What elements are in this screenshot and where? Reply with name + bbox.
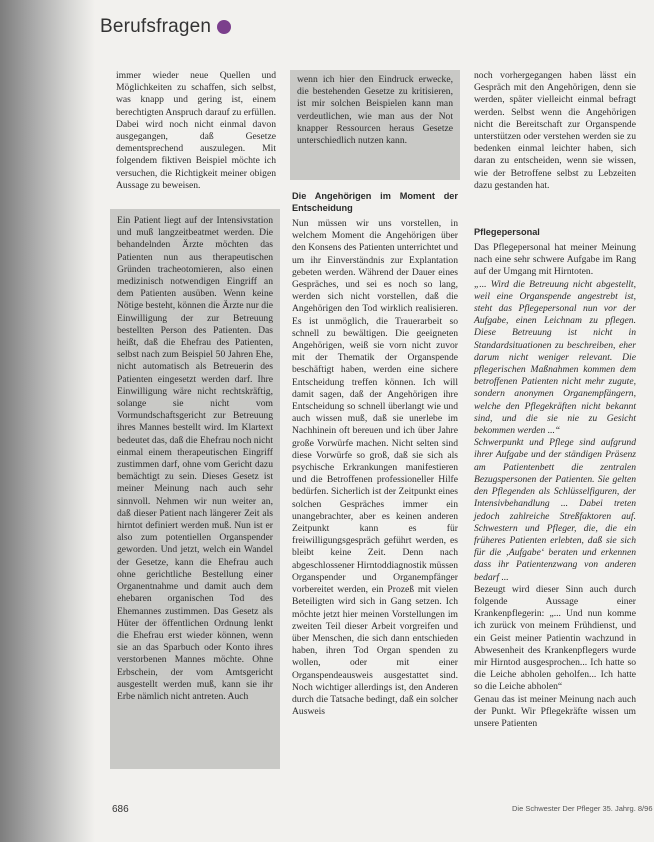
column-3-paragraph-3: Schwerpunkt und Pflege sind aufgrund ihrer Aufgabe und der ständigen Präsenz am Patientenbett die zentralen Bezugspersonen der Patienten. Sie gelten den Pflegenden als Schlüsselfiguren, der Intensivbehandlung ... Dabei treten jedoch zahlreiche Streßfaktoren auf. Schwestern und Pfleger, die, die ein früheres Patienten erlebten, daß sie sich für die ‚Aufgabe‘ beraten und erkennen dass ihr Patientenzwang von anderen bedarf ... xyxy=(474,437,636,583)
example-paragraph: Ein Patient liegt auf der Intensivstation und muß langzeitbeatmet werden. Die behandelnden Ärzte möchten das Patienten nun aus therapeutischen Gründen tracheotomieren, also einen medizinisch notwendigen Eingriff an dem Patienten ausüben. Wenn keine Nötige besteht, können die Ärzte nur die Einwilligung der zur Betreuung bestellten Person des Patienten. Das heißt, daß die Ehefrau des Patienten, selbst nach zum Beispiel 50 Jahren Ehe, nicht automatisch als Betreuerin des Patienten eingesetzt werden darf. Ihre Einwilligung wäre nicht rechtskräftig, solange sie nicht vom Vormundschaftsgericht zur Betreuung ihres Mannes bestellt wird. Im Klartext bedeutet das, daß die Ehefrau noch nicht einmal einem therapeutischen Eingriff zustimmen darf, ohne vom Gericht dazu bemächtigt zu sein. Dieses Gesetz ist meiner Meinung nach auch sehr sinnvoll. Nehmen wir nun weiter an, daß dieser Patient nach längerer Zeit als hirntot definiert werden muß. Nun ist er also zum potentiellen Organspender geworden. Und jetzt, welch ein Wandel der Gesetze, kann die Ehefrau auch ohne gerichtliche Bestellung einer Organentnahme und damit auch dem ehebaren organischen Tod des Ehemannes zustimmen. Das Gesetz als Hüter der öffentlichen Ordnung lenkt die Ehefrau erst wieder können, wenn sie an das Sparbuch oder Konto ihres verstorbenen Mannes möchte. Ohne Erbschein, der vom Amtsgericht ausgestellt werden muß, kann sie ihr Erbe nämlich nicht antreten. Auch xyxy=(117,215,273,702)
section-title: Berufsfragen xyxy=(100,16,212,37)
column-3-paragraph-4: Bezeugt wird dieser Sinn auch durch folgende Aussage einer Krankenpflegerin: „... Und nun komme ich zurück von meinem Frühdienst, und ein Geist meiner Patientin wachzund in Abwesenheit des Krankenpflegers wurde mir Hirntod ausgesprochen... Ich hatte so die Leiche abholen geholfen... Ich hatte so die Leiche abholen“ xyxy=(474,583,636,693)
journal-source: Die Schwester Der Pfleger 35. Jahrg. 8/96 xyxy=(512,804,653,813)
example-box xyxy=(110,209,280,769)
column-2-paragraph: Nun müssen wir uns vorstellen, in welchem Moment die Angehörigen über den Konsens des Patienten unterrichtet und um ihr Einverständnis zur Explantation gebeten werden. Während der Dauer eines Gespräches, und sei es noch so lang, werden sich nicht vorstellen, daß die Angehörigen den Tod wirklich realisieren. Es ist unmöglich, die Trauerarbeit so schnell zu bewältigen. Die geeigneten Angehörigen, weiß sie vorn nicht zuvor mit der Thematik der Organspende beschäftigt haben, werden eine sichere Entscheidung treffen können. Ich will damit sagen, daß der Angehörigen ihre Entscheidung so schnell überlangt wie und auch wissen muß, daß sie unerlebe im Nachhinein oft bereuen und ich über Jahre große Vorwürfe machen. Nicht selten sind diese Vorwürfe so groß, daß sie sich als psychische Erkrankungen manifestieren und die Betroffenen professioneller Hilfe bedürfen. Sicherlich ist der Zeitpunkt eines solchen Gespräches immer ein unangebrachter, aber es keinen anderen Zeitpunkt kann es für freiwilligungsgespräch geführt werden, es bleibt keine Zeit. Denn nach abgeschlossener Hirntoddiagnostik müssen Organspender und Organempfänger vorbereitet werden, ein Prozeß mit vielen Beteiligten wird sich in Gang setzen. Ich möchte jetzt hier meinen Vorstellungen im zweiten Teil dieser Arbeit vorgreifen und über Menschen, die sich dann entschieden haben, ihren Tod Organ spenden zu wollen, oder mit einer Organspendeausweis ausgestattet sind. Noch wichtiger allerdings ist, den Anderen durch die Tatsache bedingt, daß ein solcher Ausweis xyxy=(292,218,458,718)
page-number: 686 xyxy=(112,804,129,815)
column-2 xyxy=(292,190,458,718)
column-3-quote: „... Wird die Betreuung nicht abgestellt, weil eine Organspende angestrebt ist, steht das Pflegepersonal nun vor der Aufgabe, einen Leichnam zu pflegen. Diese Betreuung ist nicht in Standardsituationen zu beschreiben, eher darum nicht weniger relevant. Die pflegerischen Maßnahmen kommen dem betroffenen Patienten nicht mehr zugute, sondern anonymen Organempfängern, welche den Pflegekräften nicht bekannt sind, und die sie nie zu Gesicht bekommen werden ...“ xyxy=(474,278,636,437)
column-3-paragraph-1: noch vorhergegangen haben lässt ein Gespräch mit den Angehörigen, denn sie werden, später vielleicht einmal befragt werden. Selbst wenn die Angehörigen nicht die Bereitschaft zur Organspende unterstützen oder verstehen werden sie zu bedenken einmal leichter haben, sich daran zu entscheiden, wenn sie wissen, wie der Betroffene selbst zu Lebzeiten dazu gestanden hat. xyxy=(474,70,636,191)
subheading-nursing-staff: Pflegepersonal xyxy=(474,227,540,238)
column-3-paragraph-5: Genau das ist meiner Meinung nach auch der Punkt. Wir Pflegekräfte wissen um unsere Patienten xyxy=(474,693,636,729)
column-3-paragraph-2: Das Pflegepersonal hat meiner Meinung nach eine sehr schwere Aufgabe im Rang auf der Umgang mit Hirntoten. xyxy=(474,242,636,278)
intro-paragraph: immer wieder neue Quellen und Möglichkeiten zu schaffen, sich selbst, was knapp und gering ist, einem berechtigten Anspruch darauf zu erfüllen. Dabei wird noch nicht einmal davon ausgegangen, daß Gesetze dementsprechend auszulegen. Mit folgendem fiktiven Beispiel möchte ich versuchen, die Richtigkeit meiner obigen Aussage zu beweisen. xyxy=(116,70,276,191)
scan-edge-shadow xyxy=(0,0,95,842)
section-dot-icon xyxy=(217,20,231,34)
subheading-relatives: Die Angehörigen im Moment der Entscheidung xyxy=(292,191,458,213)
example-continued-paragraph: wenn ich hier den Eindruck erwecke, die bestehenden Gesetze zu kritisieren, ist mir solchen Beispielen kann man verdeutlichen, wie man aus der Not knapper Ressourcen heraus Gesetze unterschiedlich nutzen kann. xyxy=(297,74,453,147)
column-1-intro xyxy=(116,70,276,192)
column-3 xyxy=(474,70,636,730)
example-box-continued xyxy=(290,70,460,180)
page-header xyxy=(100,12,231,42)
